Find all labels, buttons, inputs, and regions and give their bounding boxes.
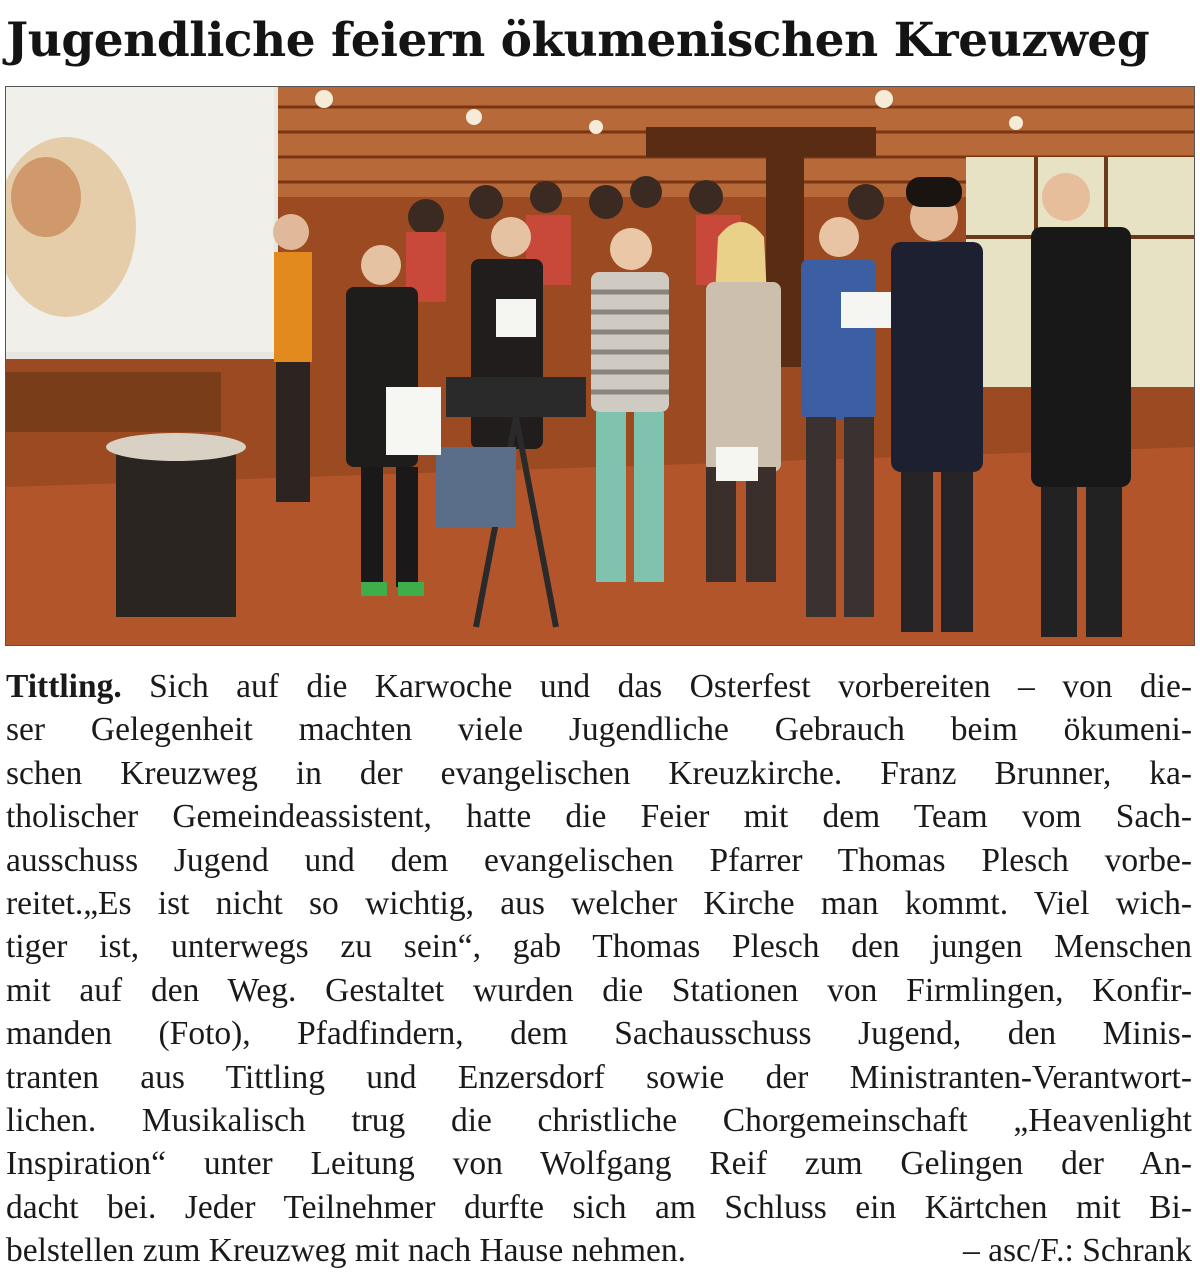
body-line: lichen. Musikalisch trug die christliche Chorgemeinschaft „Heavenlight — [6, 1101, 1192, 1139]
body-line: reitet.„Es ist nicht so wichtig, aus welcher Kirche man kommt. Viel wich- — [6, 884, 1192, 922]
body-line: dacht bei. Jeder Teilnehmer durfte sich am Schluss ein Kärtchen mit Bi- — [6, 1188, 1192, 1226]
body-line: schen Kreuzweg in der evangelischen Kreuzkirche. Franz Brunner, ka- — [6, 754, 1192, 792]
body-line: tiger ist, unterwegs zu sein“, gab Thomas Plesch den jungen Menschen — [6, 928, 1192, 966]
body-last-line — [6, 1229, 1192, 1272]
body-line: ausschuss Jugend und dem evangelischen Pfarrer Thomas Plesch vorbe- — [6, 841, 1192, 879]
body-line: tholischer Gemeindeassistent, hatte die Feier mit dem Team vom Sach- — [6, 798, 1192, 836]
body-line: ser Gelegenheit machten viele Jugendliche Gebrauch beim ökumeni- — [6, 711, 1192, 749]
body-line-text: Sich auf die Karwoche und das Osterfest vorbereiten – von die- — [121, 668, 1192, 705]
body-line — [6, 665, 1192, 708]
article-headline: Jugendliche feiern ökumenischen Kreuzweg — [6, 13, 1150, 68]
photo-of-youth-group-in-church-icon — [6, 87, 1194, 645]
body-line: Inspiration“ unter Leitung von Wolfgang Reif zum Gelingen der An- — [6, 1145, 1192, 1183]
article-photo — [5, 86, 1195, 646]
article-body — [6, 665, 1192, 1272]
body-line: manden (Foto), Pfadfindern, dem Sachausschuss Jugend, den Minis- — [6, 1015, 1192, 1053]
place-name: Tittling. — [6, 668, 122, 705]
photo-credit: – asc/F.: Schrank — [963, 1232, 1192, 1270]
body-line-text: belstellen zum Kreuzweg mit nach Hause nehmen. — [6, 1232, 686, 1270]
body-line: tranten aus Tittling und Enzersdorf sowie der Ministranten-Verantwort- — [6, 1058, 1192, 1096]
body-line: mit auf den Weg. Gestaltet wurden die Stationen von Firmlingen, Konfir- — [6, 971, 1192, 1009]
